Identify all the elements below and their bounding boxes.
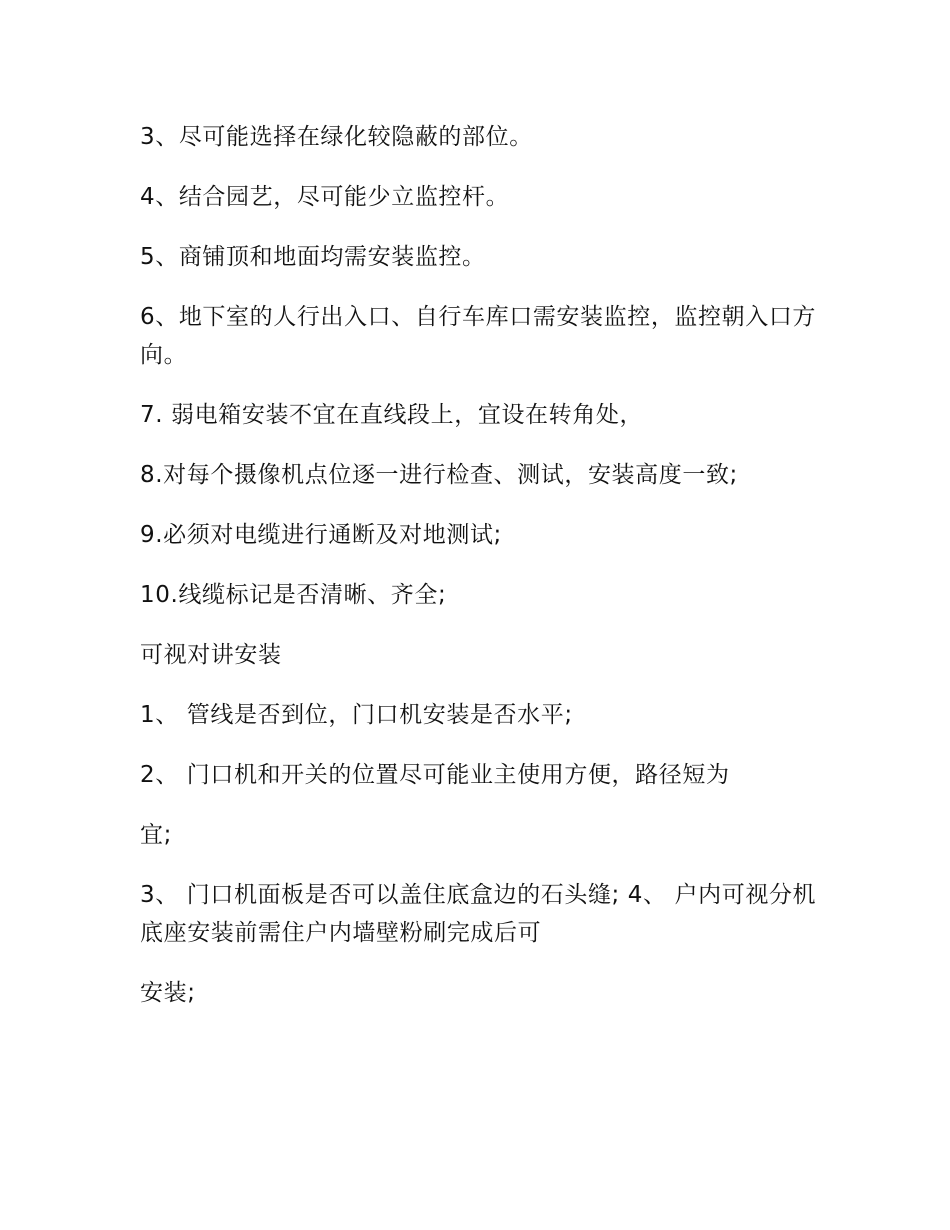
intercom-item-4-continued: 安装; xyxy=(140,980,196,1006)
paragraph-7-weak-current-box: 7. 弱电箱安装不宜在直线段上，宜设在转角处， xyxy=(140,402,644,428)
intercom-item-1: 1、 管线是否到位，门口机安装是否水平; xyxy=(140,702,573,728)
paragraph-4-landscaping: 4、结合园艺，尽可能少立监控杆。 xyxy=(140,184,510,210)
paragraph-5-shops: 5、商铺顶和地面均需安装监控。 xyxy=(140,244,486,270)
paragraph-8-camera-check: 8.对每个摄像机点位逐一进行检查、测试，安装高度一致; xyxy=(140,462,738,488)
intercom-item-2: 2、 门口机和开关的位置尽可能业主使用方便，路径短为 xyxy=(140,762,730,788)
paragraph-6-basement: 6、地下室的人行出入口、自行车库口需安装监控，监控朝入口方向。 xyxy=(140,304,817,368)
paragraph-3-greenery: 3、尽可能选择在绿化较隐蔽的部位。 xyxy=(140,124,533,150)
document-body xyxy=(140,118,820,1034)
paragraph-9-cable-test: 9.必须对电缆进行通断及对地测试; xyxy=(140,522,502,548)
intercom-item-3-4: 3、 门口机面板是否可以盖住底盒边的石头缝; 4、 户内可视分机底座安装前需住户内墙壁粉刷完成后可 xyxy=(140,882,817,946)
intercom-item-2-continued: 宜; xyxy=(140,822,172,848)
paragraph-10-cable-marking: 10.线缆标记是否清晰、齐全; xyxy=(140,582,447,608)
section-heading-intercom: 可视对讲安装 xyxy=(140,642,282,668)
